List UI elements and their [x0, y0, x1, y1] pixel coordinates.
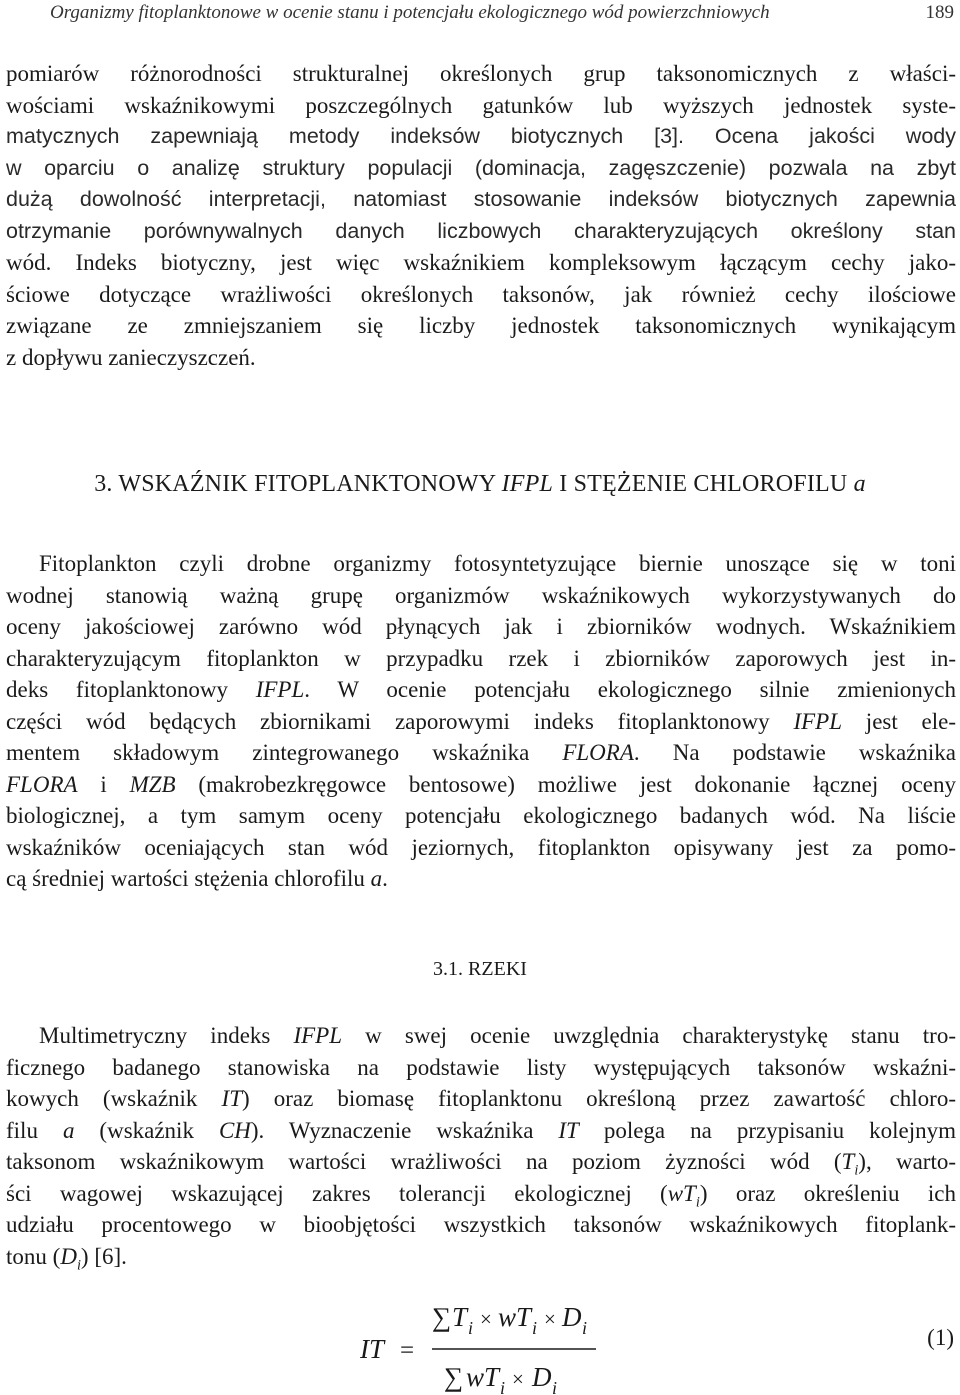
section-heading	[0, 471, 960, 498]
equation-it	[360, 1300, 680, 1395]
text-line: z dopływu zanieczyszczeń.	[6, 344, 256, 370]
text-line: matycznych zapewniają metody indeksów biotycznych [3]. Ocena jakości wody	[6, 124, 956, 148]
text-line: otrzymanie porównywalnych danych liczbowych charakteryzujących określony stan	[6, 218, 956, 243]
heading-text: I STĘŻENIE CHLOROFILU	[553, 471, 854, 497]
text-line: wodnej stanowią ważną grupę organizmów wskaźnikowych wykorzystywanych do	[6, 582, 956, 608]
equation-subscript: i	[582, 1318, 588, 1338]
text-line: filu a (wskaźnik CH). Wyznaczenie wskaźnika IT polega na przypisaniu kolejnym	[6, 1117, 956, 1143]
heading-text: a	[853, 471, 866, 497]
text-line: dużą dowolność interpretacji, natomiast stosowanie indeksów biotycznych zapewnia	[6, 187, 956, 211]
text-line: w oparciu o analizę struktury populacji (dominacja, zagęszczenie) pozwala na zbyt	[6, 155, 956, 180]
sum-symbol: ∑	[444, 1362, 464, 1392]
text-line: udziału procentowego w bioobjętości wszystkich taksonów wskaźnikowych fitoplank-	[6, 1212, 956, 1237]
equation-lhs: IT	[360, 1334, 385, 1364]
running-title: Organizmy fitoplanktonowe w ocenie stanu i potencjału ekologicznego wód powierzchniowych	[50, 2, 770, 23]
text-line: pomiarów różnorodności strukturalnej określonych grup taksonomicznych z właści-	[6, 61, 956, 86]
text-line: biologicznej, a tym samym oceny potencjału ekologicznego badanych wód. Na liście	[6, 803, 956, 828]
equation-var: T	[452, 1302, 468, 1332]
text-line: FLORA i MZB (makrobezkręgowce bentosowe) możliwe jest dokonanie łącznej oceny	[6, 771, 956, 797]
text-line: związane ze zmniejszaniem się liczby jednostek taksonomicznych wynikającym	[6, 313, 956, 338]
text-line: Multimetryczny indeks IFPL w swej ocenie uwzględnia charakterystykę stanu tro-	[39, 1023, 956, 1048]
equation-var: D	[532, 1362, 552, 1392]
text-line: charakteryzującym fitoplankton w przypadku rzek i zbiorników zaporowych jest in-	[6, 645, 956, 671]
equation-subscript: i	[552, 1378, 558, 1395]
text-line: kowych (wskaźnik IT) oraz biomasę fitoplanktonu określoną przez zawartość chloro-	[6, 1086, 956, 1111]
subsection-heading: 3.1. RZEKI	[433, 958, 527, 980]
running-header	[50, 0, 954, 26]
page-number: 189	[925, 2, 954, 23]
text-line: wościami wskaźnikowymi poszczególnych gatunków lub wyższych jednostek syste-	[6, 92, 956, 118]
equation-subscript: i	[500, 1378, 506, 1395]
text-line: cą średniej wartości stężenia chlorofilu a.	[6, 866, 388, 891]
text-line: taksonom wskaźnikowym wartości wrażliwości na poziom żyzności wód $(T_i)$, warto-	[6, 1149, 956, 1179]
text-line: tonu $(D_i)$ [6].	[6, 1243, 127, 1274]
text-line: ściowe dotyczące wrażliwości określonych taksonów, jak również cechy ilościowe	[6, 281, 956, 307]
text-line: mentem składowym zintegrowanego wskaźnika FLORA. Na podstawie wskaźnika	[6, 740, 956, 765]
text-line: deks fitoplanktonowy IFPL. W ocenie potencjału ekologicznego silnie zmienionych	[6, 677, 956, 702]
text-line: Fitoplankton czyli drobne organizmy fotosyntetyzujące biernie unoszące się w toni	[39, 551, 956, 576]
equation-var: D	[562, 1302, 582, 1332]
heading-text: 3. WSKAŹNIK FITOPLANKTONOWY	[94, 471, 502, 497]
paragraph-fitoplankton	[6, 548, 956, 895]
times-symbol: ×	[512, 1367, 524, 1391]
sum-symbol: ∑	[432, 1302, 452, 1332]
text-line: ficznego badanego stanowiska na podstawie listy występujących taksonów wskaźni-	[6, 1054, 956, 1080]
text-line: wód. Indeks biotyczny, jest więc wskaźnikiem kompleksowym łączącym cechy jako-	[6, 250, 956, 275]
text-line: oceny jakościowej zarówno wód płynących jak i zbiorników wodnych. Wskaźnikiem	[6, 614, 956, 639]
equation-equals: =	[400, 1337, 415, 1364]
equation-number: (1)	[927, 1325, 954, 1350]
equation-subscript: i	[468, 1318, 474, 1338]
text-line: ści wagowej wskazującej zakres tolerancji ekologicznej $(wT_i)$ oraz określeniu ich	[6, 1180, 956, 1211]
times-symbol: ×	[544, 1307, 556, 1331]
equation-var: wT	[466, 1362, 500, 1392]
text-line: części wód będących zbiornikami zaporowymi indeks fitoplanktonowy IFPL jest ele-	[6, 708, 957, 734]
equation-var: wT	[498, 1302, 532, 1332]
paragraph-rzeki	[6, 1020, 956, 1272]
paragraph-intro	[6, 58, 956, 373]
heading-text: IFPL	[501, 471, 554, 497]
text-line: wskaźników oceniających stan wód jeziornych, fitoplankton opisywany jest za pomo-	[6, 834, 956, 860]
times-symbol: ×	[480, 1307, 492, 1331]
equation-subscript: i	[532, 1318, 538, 1338]
